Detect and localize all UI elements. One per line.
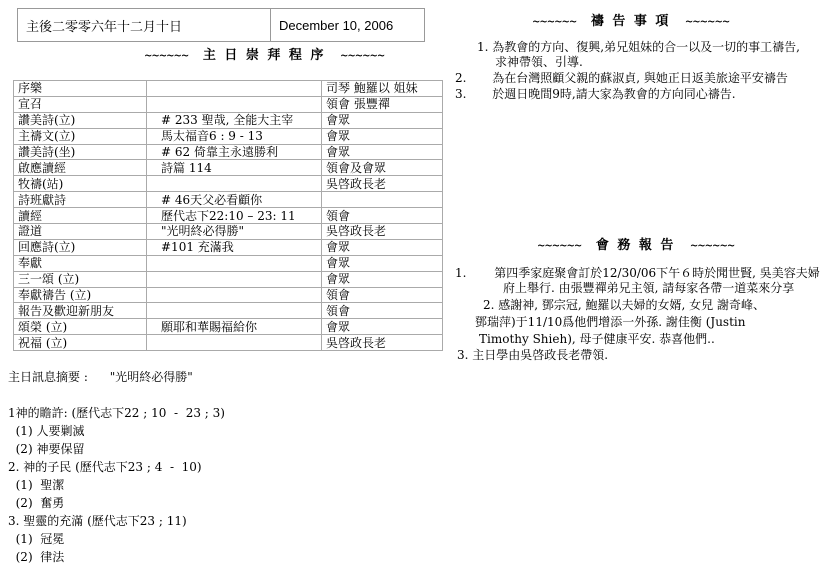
program-detail: # 233 聖哉, 全能大主宰 [147, 112, 322, 128]
program-row [14, 112, 443, 128]
chinese-date: 主後二零零六年十二月十日 [18, 9, 271, 41]
program-row [14, 224, 443, 240]
program-item: 宣召 [14, 96, 147, 112]
program-leader: 會眾 [322, 271, 443, 287]
heading-decoration: ~~~~~~ [144, 51, 189, 62]
sermon-label: 主日訊息摘要 : [8, 370, 88, 384]
program-detail: # 62 倚靠主永遠勝利 [147, 144, 322, 160]
program-item: 讚美詩(坐) [14, 144, 147, 160]
program-leader: 領會 [322, 208, 443, 224]
program-item: 奉獻 [14, 255, 147, 271]
program-row [14, 287, 443, 303]
program-row [14, 303, 443, 319]
sermon-summary [8, 368, 428, 566]
program-leader: 吳啓政長老 [322, 224, 443, 240]
program-item: 頌榮 (立) [14, 319, 147, 335]
program-leader: 領會 張豐禪 [322, 96, 443, 112]
program-item: 讀經 [14, 208, 147, 224]
program-detail [147, 81, 322, 97]
announcements-list [455, 266, 835, 366]
program-row [14, 192, 443, 208]
english-date: December 10, 2006 [279, 17, 394, 33]
announcements-heading [537, 234, 734, 253]
sermon-outline-line: 3. 聖靈的充滿 (歷代志下23 ; 11) [8, 514, 187, 528]
program-leader: 會眾 [322, 239, 443, 255]
heading-decoration: ~~~~~~ [339, 51, 385, 62]
program-row [14, 239, 443, 255]
sermon-outline-line: (1) 人要剿滅 [8, 424, 85, 438]
program-detail: 詩篇 114 [147, 160, 322, 176]
sermon-outline-line: (2) 奮勇 [8, 496, 65, 510]
program-detail [147, 271, 322, 287]
sermon-title: "光明終必得勝" [109, 370, 193, 384]
heading-decoration: ~~~~~~ [684, 17, 730, 28]
program-item: 奉獻禱告 (立) [14, 287, 147, 303]
heading-decoration: ~~~~~~ [537, 241, 582, 252]
program-item: 序樂 [14, 81, 147, 97]
program-row [14, 271, 443, 287]
program-leader: 會眾 [322, 112, 443, 128]
announcement-continuation: 鄧瑞萍)于11/10爲他們增添一外孫. 謝佳衡 (Justin [475, 315, 746, 329]
program-heading [144, 44, 384, 63]
prayer-item: 2. 為在台灣照顧父親的蘇淑貞, 與她正日返美旅途平安禱告 [455, 71, 788, 85]
program-leader: 領會 [322, 303, 443, 319]
program-leader: 領會 [322, 287, 443, 303]
program-detail [147, 255, 322, 271]
announcement-item: 1. 第四季家庭聚會訂於12/30/06下午６時於聞世賢, 吳美容夫婦 [455, 266, 820, 280]
announcements-title: 會 務 報 告 [595, 238, 676, 253]
program-leader: 會眾 [322, 144, 443, 160]
program-item: 三一頌 (立) [14, 271, 147, 287]
program-row [14, 144, 443, 160]
sermon-outline-line: (1) 冠冕 [8, 532, 65, 546]
prayer-list [455, 40, 835, 110]
program-row [14, 176, 443, 192]
program-leader: 會眾 [322, 255, 443, 271]
heading-decoration: ~~~~~~ [532, 17, 577, 28]
program-row [14, 160, 443, 176]
program-detail [147, 303, 322, 319]
program-detail: #101 充滿我 [147, 239, 322, 255]
sermon-outline-line: (1) 聖潔 [8, 478, 65, 492]
program-item: 主禱文(立) [14, 128, 147, 144]
prayer-item: 3. 於週日晚間9時,請大家為教會的方向同心禱告. [455, 87, 736, 101]
program-row [14, 128, 443, 144]
program-detail [147, 176, 322, 192]
program-leader: 會眾 [322, 319, 443, 335]
sermon-outline-line: 2. 神的子民 (歷代志下23 ; 4 - 10) [8, 460, 202, 474]
announcement-item: 3. 主日學由吳啓政長老帶領. [457, 348, 609, 362]
program-item: 祝福 (立) [14, 335, 147, 351]
program-item: 啟應讀經 [14, 160, 147, 176]
program-item: 詩班獻詩 [14, 192, 147, 208]
program-item: 牧禱(站) [14, 176, 147, 192]
program-leader [322, 192, 443, 208]
program-item: 報告及歡迎新朋友 [14, 303, 147, 319]
program-leader: 吳啓政長老 [322, 335, 443, 351]
program-item: 讚美詩(立) [14, 112, 147, 128]
announcement-item: 2. 感謝神, 鄧宗冠, 鮑羅以夫婦的女婿, 女兒 謝奇峰、 [483, 298, 765, 312]
program-row [14, 335, 443, 351]
program-row [14, 96, 443, 112]
announcement-continuation: 府上舉行. 由張豐禪弟兄主領, 請每家各帶一道菜來分享 [503, 281, 795, 295]
program-row [14, 319, 443, 335]
program-detail: "光明終必得勝" [147, 224, 322, 240]
program-leader: 會眾 [322, 128, 443, 144]
program-detail [147, 96, 322, 112]
program-detail: 願耶和華賜福給你 [147, 319, 322, 335]
program-item: 證道 [14, 224, 147, 240]
program-detail [147, 335, 322, 351]
program-leader: 司琴 鮑羅以 姐妹 [322, 81, 443, 97]
heading-decoration: ~~~~~~ [689, 241, 735, 252]
prayer-heading [532, 10, 729, 29]
program-detail: # 46天父必看顧你 [147, 192, 322, 208]
program-leader: 吳啓政長老 [322, 176, 443, 192]
program-leader: 領會及會眾 [322, 160, 443, 176]
worship-program-table [13, 80, 443, 351]
program-row [14, 255, 443, 271]
sermon-outline-line: (2) 神要保留 [8, 442, 85, 456]
prayer-item-continuation: 求神帶領、引導. [495, 55, 583, 69]
announcement-continuation: Timothy Shieh), 母子健康平安. 恭喜他們.. [479, 332, 715, 346]
date-header [17, 8, 425, 42]
sermon-outline-line: (2) 律法 [8, 550, 65, 564]
sermon-outline-line: 1神的瞻許: (歷代志下22 ; 10 - 23 ; 3) [8, 406, 225, 420]
program-title: 主 日 崇 拜 程 序 [202, 48, 326, 63]
program-detail: 馬太福音6 : 9 - 13 [147, 128, 322, 144]
program-row [14, 208, 443, 224]
program-row [14, 81, 443, 97]
program-detail: 歷代志下22:10 – 23: 11 [147, 208, 322, 224]
prayer-item: 1. 為教會的方向、復興,弟兄姐妹的合一以及一切的事工禱告, [477, 40, 800, 54]
program-item: 回應詩(立) [14, 239, 147, 255]
program-detail [147, 287, 322, 303]
prayer-title: 禱 告 事 項 [590, 14, 671, 29]
